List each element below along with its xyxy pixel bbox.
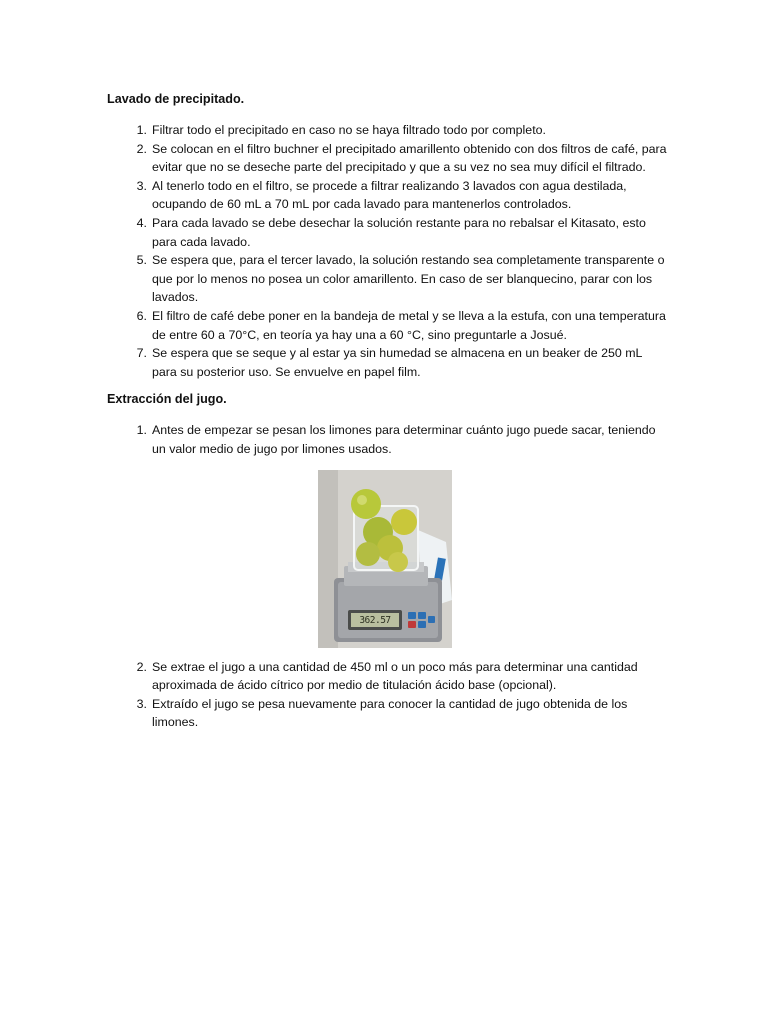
list-number: 6. <box>136 308 147 323</box>
list-number: 1. <box>136 423 147 438</box>
lemons-on-scale-photo <box>318 470 452 648</box>
list-item <box>107 251 667 307</box>
list-item <box>107 121 667 140</box>
list-number: 4. <box>136 215 147 230</box>
list-item <box>107 658 667 695</box>
list-item <box>107 177 667 214</box>
list-item-text: Se colocan en el filtro buchner el precipitado amarillento obtenido con dos filtros de café, para evitar que no se deseche parte del precipitado y que a su vez no sea muy difícil el filtrado. <box>152 141 667 175</box>
list-item-text: Al tenerlo todo en el filtro, se procede a filtrar realizando 3 lavados con agua destilada, ocupando de 60 mL a 70 mL por cada lavado para mantenerlos controlados. <box>152 178 627 212</box>
list-item-text: Se extrae el jugo a una cantidad de 450 ml o un poco más para determinar una cantidad aproximada de ácido cítrico por medio de titulación ácido base (opcional). <box>152 659 638 693</box>
list-item-text: Extraído el jugo se pesa nuevamente para conocer la cantidad de jugo obtenida de los limones. <box>152 696 628 730</box>
list-item <box>107 695 667 732</box>
list-item-text: Antes de empezar se pesan los limones para determinar cuánto jugo puede sacar, teniendo un valor medio de jugo por limones usados. <box>152 423 656 456</box>
list-item-text: Filtrar todo el precipitado en caso no se haya filtrado todo por completo. <box>152 123 546 137</box>
list-number: 2. <box>136 141 147 156</box>
list-number: 2. <box>136 659 147 674</box>
list-item <box>107 214 667 251</box>
list-number: 1. <box>136 123 147 137</box>
section-heading-lavado: Lavado de precipitado. <box>107 92 245 106</box>
list-number: 3. <box>136 696 147 711</box>
list-item-text: Se espera que se seque y al estar ya sin humedad se almacena en un beaker de 250 mL para su posterior uso. Se envuelve en papel film. <box>152 346 642 379</box>
section-heading-extraccion: Extracción del jugo. <box>107 392 227 407</box>
lavado-steps-list <box>107 121 667 381</box>
scale-display-reading: 362.57 <box>359 614 391 626</box>
extraccion-steps-list <box>107 421 667 458</box>
document-page <box>107 90 667 732</box>
list-item <box>107 421 667 458</box>
list-item-text: El filtro de café debe poner en la bandeja de metal y se lleva a la estufa, con una temperatura de entre 60 a 70°C, en teoría ya hay una a 60 °C, sino preguntarle a Josué. <box>152 308 666 342</box>
list-number: 7. <box>136 346 147 361</box>
list-item <box>107 344 667 381</box>
list-number: 3. <box>136 178 147 193</box>
list-number: 5. <box>136 253 147 268</box>
list-item-text: Para cada lavado se debe desechar la solución restante para no rebalsar el Kitasato, esto para cada lavado. <box>152 215 646 249</box>
extraccion-steps-list-continued <box>107 658 667 732</box>
list-item-text: Se espera que, para el tercer lavado, la solución restando sea completamente transparente o que por lo menos no posea un color amarillento. En caso de ser blanquecino, parar con los lavados. <box>152 253 665 305</box>
list-item <box>107 140 667 177</box>
list-item <box>107 307 667 344</box>
